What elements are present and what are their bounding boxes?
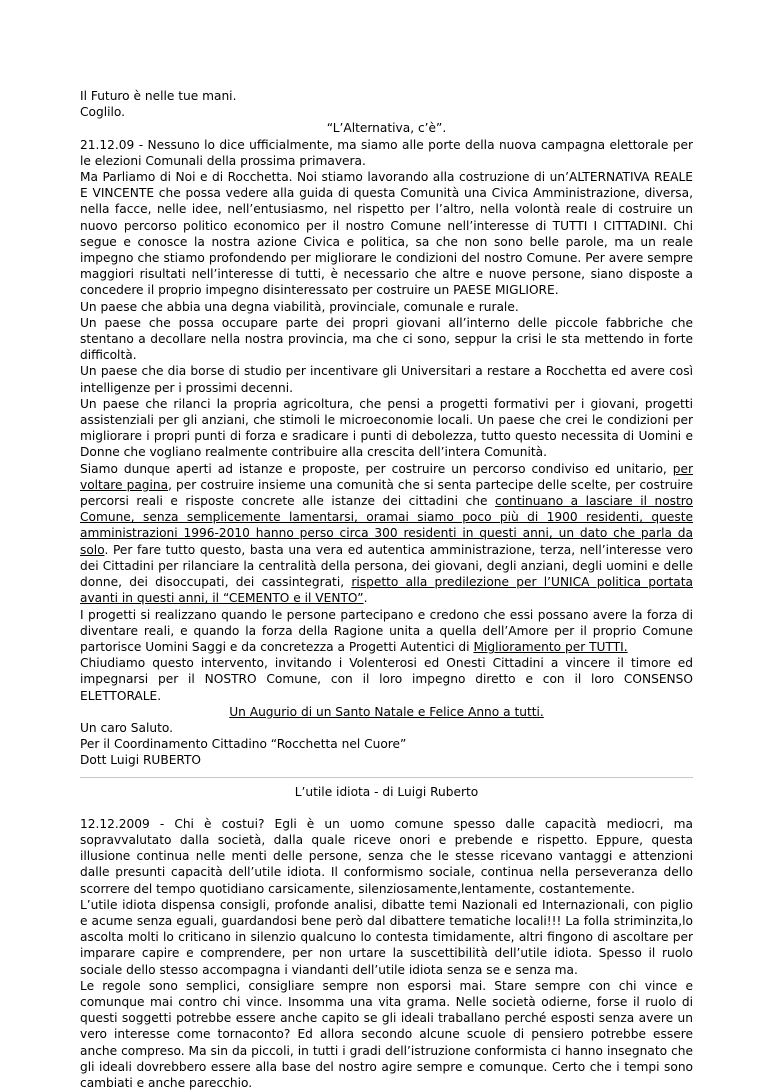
paragraph: L’utile idiota dispensa consigli, profonde analisi, dibatte temi Nazionali ed Internazionali, con piglio e acume senza eguali, guardandosi bene però dal dibattere tematiche locali!!! La folla striminzita,lo ascolta molti lo criticano in silenzio qualcuno lo contesta timidamente, altri fingono di ascoltare per imparare capire e comprendere, per non urtare la suscettibilità dell’utile idiota. Spesso il ruolo sociale dello stesso accompagna i viandanti dell’utile idiota senza se e senza ma. xyxy=(80,897,693,977)
text-run: I progetti si realizzano quando le persone partecipano e credono che essi possano avere la forza di diventare reali, e quando la forza della Ragione unita a quella dell’Amore per il proprio Comune partorisce Uomini Saggi e da concretezza a Progetti Autentici di xyxy=(80,607,693,654)
paragraph: Chiudiamo questo intervento, invitando i Volenterosi ed Onesti Cittadini a vincere il timore ed impegnarsi per il NOSTRO Comune, con il loro impegno diretto e con il loro CONSENSO ELETTORALE. xyxy=(80,656,693,703)
paragraph: Un paese che abbia una degna viabilità, provinciale, comunale e rurale. xyxy=(80,299,519,314)
paragraph: Un paese che rilanci la propria agricoltura, che pensi a progetti formativi per i giovani, progetti assistenziali per gli anziani, che stimoli le microeconomie locali. Un paese che crei le condizioni per migliorare i propri punti di forza e sradicare i punti di debolezza, tutto questo necessita di Uomini e Donne che vogliano realmente contribuire alla crescita dell’intera Comunità. xyxy=(80,396,693,460)
underlined-text: rispetto alla predilezione per l’UNICA politica portata avanti in questi anni, il “CEMENTO e il VENTO” xyxy=(80,575,694,606)
intro-line: Il Futuro è nelle tue mani. xyxy=(80,89,237,103)
text-run: , per costruire insieme una comunità che si senta partecipe delle scelte, per costruire percorsi reali e risposte concrete alle istanze dei cittadini che xyxy=(80,477,693,509)
text-run: . xyxy=(363,591,368,606)
signature-line: Per il Coordinamento Cittadino “Rocchetta nel Cuore” xyxy=(80,737,407,752)
underlined-text: per voltare pagina xyxy=(80,461,693,492)
article-title: L’utile idiota - di Luigi Ruberto xyxy=(294,784,479,799)
text-run: . Per fare tutto questo, basta una vera ed autentica amministrazione, terza, nell’interesse vero dei Cittadini per rilanciare la centralità della persona, dei giovani, degli anziani, degli uomini e delle donne, dei disoccupati, dei cassintegrati, xyxy=(80,542,693,590)
closing: Un caro Saluto. xyxy=(80,720,173,735)
greeting xyxy=(80,704,693,720)
underlined-text: Miglioramento per TUTTI. xyxy=(473,639,628,654)
paragraph: 21.12.09 - Nessuno lo dice ufficialmente, ma siamo alle porte della nuova campagna elettorale per le elezioni Comunali della prossima primavera. xyxy=(80,137,693,168)
underlined-text: Un Augurio di un Santo Natale e Felice Anno a tutti. xyxy=(229,704,544,719)
signature-name: Dott Luigi RUBERTO xyxy=(80,753,202,768)
underlined-text: continuano a lasciare il nostro Comune, senza semplicemente lamentarsi, oramai siamo poco più di 1900 residenti, queste amministrazioni 1996-2010 hanno perso circa 300 residenti in questi anni, un dato che parla da solo xyxy=(80,494,694,557)
paragraph: Ma Parliamo di Noi e di Rocchetta. Noi stiamo lavorando alla costruzione di un’ALTERNATIVA REALE E VINCENTE che possa vedere alla guida di questa Comunità una Civica Amministrazione, diversa, nella facce, nelle idee, nell’entusiasmo, nel rispetto per l’altro, nella volontà reale di costruire un nuovo percorso politico economico per il nostro Comune nell’interesse di TUTTI I CITTADINI. Chi segue e conosce la nostra azione Civica e politica, sa che non sono belle parole, ma un reale impegno che stiamo profondendo per migliorare le condizioni del nostro Comune. Per avere sempre maggiori risultati nell’interesse di tutti, è necessario che altre e nuove persone, siano disposte a concedere il proprio impegno disinteressato per costruire un PAESE MIGLIORE. xyxy=(80,170,693,298)
paragraph: Un paese che possa occupare parte dei propri giovani all’interno delle piccole fabbriche che stentano a decollare nella nostra provincia, ma che ci sono, seppur la crisi le sta mettendo in forte difficoltà. xyxy=(80,315,693,363)
article-title: “L’Alternativa, c’è”. xyxy=(326,121,447,136)
article-alternativa xyxy=(80,88,693,769)
paragraph: Un paese che dia borse di studio per incentivare gli Universitari a restare a Rocchetta ed avere così intelligenze per i prossimi decenni. xyxy=(80,364,693,395)
intro-line: Coglilo. xyxy=(80,105,125,120)
text-run: Siamo dunque aperti ad istanze e proposte, per costruire un percorso condiviso ed unitario, xyxy=(80,461,673,476)
spacer xyxy=(80,800,693,816)
paragraph: Le regole sono semplici, consigliare sempre non esporsi mai. Stare sempre con chi vince e comunque mai contro chi vince. Insomma una vita grama. Nelle società odierne, forse il ruolo di questi soggetti potrebbe essere anche capito se gli ideali traballano perché esposti senza avere un vero interesse come tornaconto? Ed allora secondo alcune scuole di pensiero potrebbe essere anche compreso. Ma sin da piccoli, in tutti i gradi dell’istruzione conformista ci hanno insegnato che gli ideali dovrebbero essere alla base del nostro agire sempre e comunque. Certo che i tempi sono cambiati e anche parecchio. xyxy=(80,978,693,1090)
divider xyxy=(80,777,693,778)
article-utile-idiota xyxy=(80,784,693,1091)
paragraph: 12.12.2009 - Chi è costui? Egli è un uomo comune spesso dalle capacità mediocri, ma sopravvalutato dalla società, dalla quale riceve onori e prebende e rispetto. Eppure, questa illusione continua nelle menti delle persone, senza che le stesse ricevano vantaggi e attenzioni dalle presunti capacità dell’utile idiota. Il conformismo sociale, continua nella perseveranza dello scorrere del tempo quotidiano carsicamente, silenziosamente,lentamente, costantemente. xyxy=(80,816,693,896)
paragraph xyxy=(80,461,693,607)
paragraph xyxy=(80,607,693,656)
